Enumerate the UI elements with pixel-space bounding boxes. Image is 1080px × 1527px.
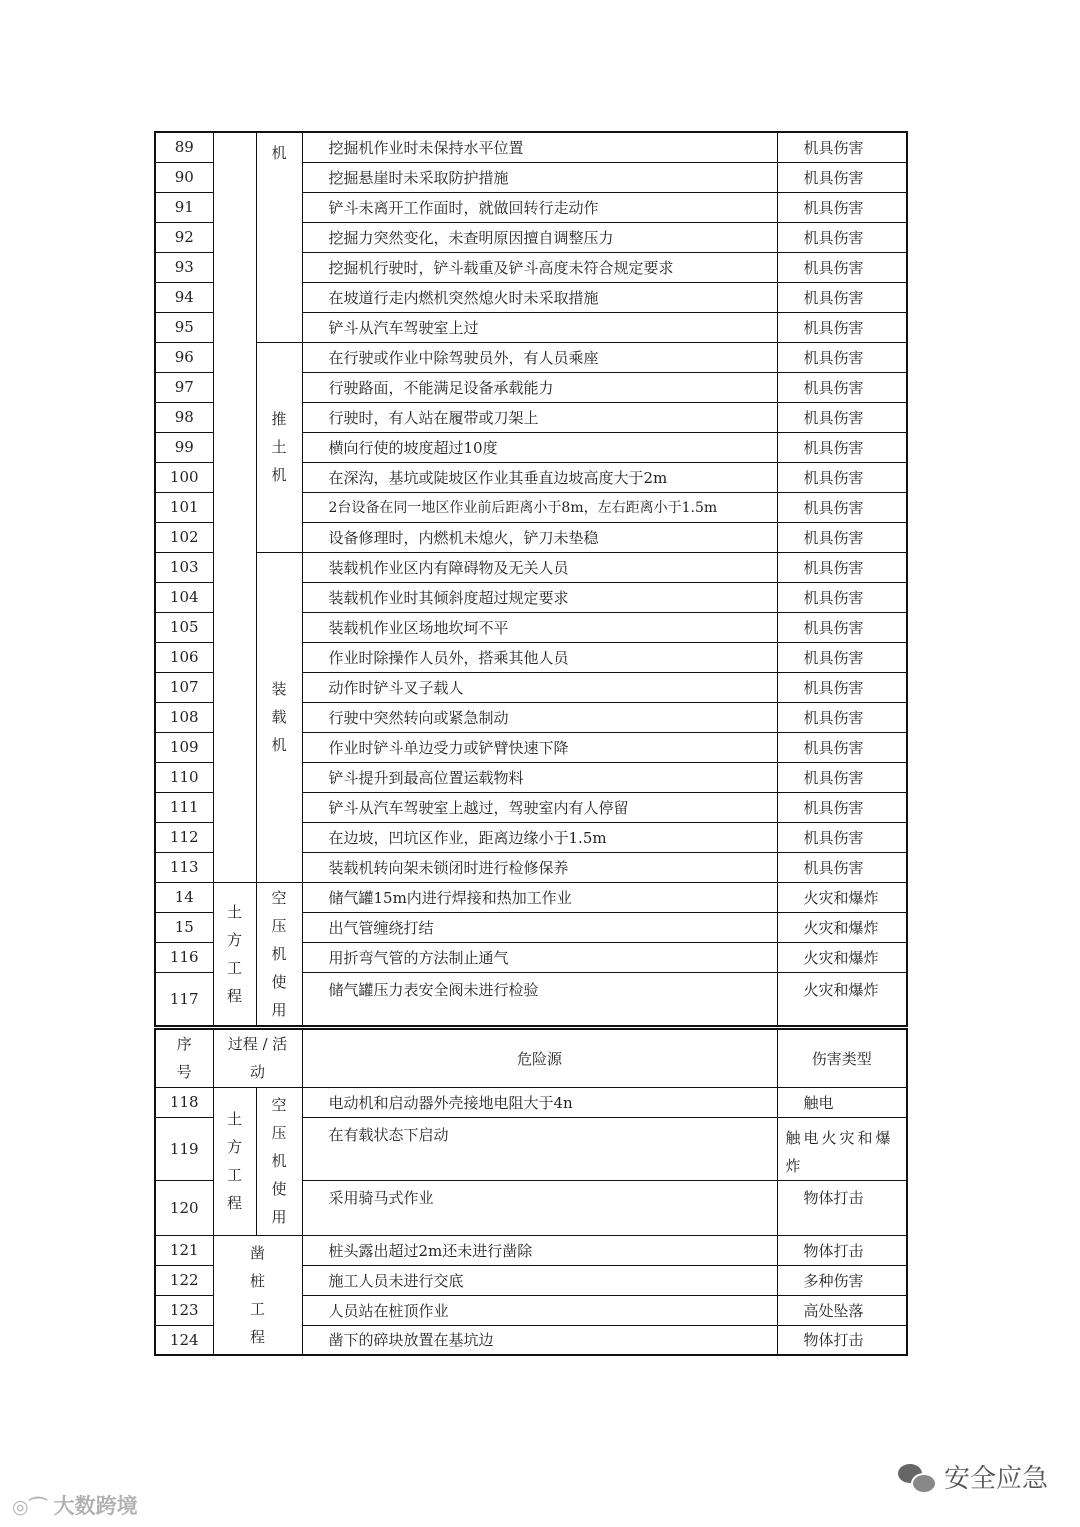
subgroup-char: 土 xyxy=(271,438,287,456)
hazard-cell: 动作时铲斗叉子载人 xyxy=(302,672,777,702)
hazard-cell: 在深沟，基坑或陡坡区作业其垂直边坡高度大于2m xyxy=(302,462,777,492)
injury-type-cell: 机具伤害 xyxy=(777,222,907,252)
row-number: 118 xyxy=(155,1087,213,1117)
injury-type-cell: 机具伤害 xyxy=(777,132,907,162)
row-number: 98 xyxy=(155,402,213,432)
injury-type-cell: 机具伤害 xyxy=(777,732,907,762)
injury-type-cell: 机具伤害 xyxy=(777,372,907,402)
hazard-cell: 行驶中突然转向或紧急制动 xyxy=(302,702,777,732)
watermark-right-text: 安全应急 xyxy=(944,1464,1049,1494)
group-char: 土 xyxy=(226,902,242,921)
row-number: 107 xyxy=(155,672,213,702)
row-number: 14 xyxy=(155,882,213,912)
hazard-cell: 装载机转向架未锁闭时进行检修保养 xyxy=(302,852,777,882)
row-number: 113 xyxy=(155,852,213,882)
injury-type-cell: 物体打击 xyxy=(777,1180,907,1235)
table-row xyxy=(155,1235,907,1265)
injury-type-cell: 机具伤害 xyxy=(777,522,907,552)
row-number: 92 xyxy=(155,222,213,252)
subgroup-char: 使 xyxy=(271,972,287,991)
row-number: 91 xyxy=(155,192,213,222)
hazard-cell: 采用骑马式作业 xyxy=(302,1180,777,1235)
injury-type-cell: 机具伤害 xyxy=(777,252,907,282)
injury-type-cell: 机具伤害 xyxy=(777,432,907,462)
header-process: 过程 / 活 动 xyxy=(213,1029,302,1087)
hazard-table-lower xyxy=(154,1028,908,1356)
hazard-cell: 装载机作业区内有障碍物及无关人员 xyxy=(302,552,777,582)
hazard-cell: 在坡道行走内燃机突然熄火时未采取措施 xyxy=(302,282,777,312)
hazard-cell: 铲斗未离开工作面时，就做回转行走动作 xyxy=(302,192,777,222)
row-number: 106 xyxy=(155,642,213,672)
injury-type-cell: 机具伤害 xyxy=(777,162,907,192)
wechat-icon xyxy=(898,1462,936,1492)
row-number: 102 xyxy=(155,522,213,552)
injury-type-cell: 机具伤害 xyxy=(777,702,907,732)
group-pile-chiseling xyxy=(213,1235,302,1355)
row-number: 112 xyxy=(155,822,213,852)
row-number: 123 xyxy=(155,1295,213,1325)
subgroup-char: 用 xyxy=(271,1000,287,1019)
subgroup-char: 机 xyxy=(271,466,287,484)
hazard-cell: 装载机作业时其倾斜度超过规定要求 xyxy=(302,582,777,612)
hazard-cell: 出气管缠绕打结 xyxy=(302,912,777,942)
subgroup-char: 机 xyxy=(271,144,287,162)
hazard-cell: 在行驶或作业中除驾驶员外，有人员乘座 xyxy=(302,342,777,372)
hazard-cell: 铲斗从汽车驾驶室上越过，驾驶室内有人停留 xyxy=(302,792,777,822)
row-number: 89 xyxy=(155,132,213,162)
subgroup-excavator xyxy=(256,132,302,342)
injury-type-cell: 物体打击 xyxy=(777,1325,907,1355)
group-char: 方 xyxy=(226,1138,242,1156)
subgroup-char: 压 xyxy=(271,1124,287,1142)
hazard-cell: 储气罐15m内进行焊接和热加工作业 xyxy=(302,882,777,912)
row-number: 116 xyxy=(155,942,213,972)
hazard-cell: 挖掘悬崖时未采取防护措施 xyxy=(302,162,777,192)
row-number: 110 xyxy=(155,762,213,792)
hazard-cell: 铲斗提升到最高位置运载物料 xyxy=(302,762,777,792)
subgroup-char: 机 xyxy=(271,944,287,963)
table-row xyxy=(155,882,907,912)
row-number: 108 xyxy=(155,702,213,732)
subgroup-char: 机 xyxy=(271,1152,287,1170)
hazard-cell: 凿下的碎块放置在基坑边 xyxy=(302,1325,777,1355)
row-number: 100 xyxy=(155,462,213,492)
injury-type-cell: 机具伤害 xyxy=(777,552,907,582)
row-number: 121 xyxy=(155,1235,213,1265)
watermark-left-text: 大数跨境 xyxy=(53,1494,138,1518)
table-row xyxy=(155,552,907,582)
row-number: 104 xyxy=(155,582,213,612)
subgroup-bulldozer xyxy=(256,342,302,552)
subgroup-char: 机 xyxy=(271,736,287,754)
group-earthwork xyxy=(213,1087,256,1235)
injury-type-cell: 触电火灾和爆炸 xyxy=(777,1117,907,1180)
hazard-cell: 行驶时，有人站在履带或刀架上 xyxy=(302,402,777,432)
injury-type-cell: 机具伤害 xyxy=(777,282,907,312)
subgroup-char: 推 xyxy=(271,410,287,428)
subgroup-char: 空 xyxy=(271,1096,287,1114)
injury-type-cell: 多种伤害 xyxy=(777,1265,907,1295)
hazard-cell: 在有载状态下启动 xyxy=(302,1117,777,1180)
hazard-cell: 挖掘机行驶时，铲斗载重及铲斗高度未符合规定要求 xyxy=(302,252,777,282)
header-hazard: 危险源 xyxy=(302,1029,777,1087)
brand-logo-icon: ◎⌒ xyxy=(12,1495,48,1518)
row-number: 122 xyxy=(155,1265,213,1295)
group-char: 凿 xyxy=(249,1243,265,1262)
hazard-cell: 在边坡，凹坑区作业，距离边缘小于1.5m xyxy=(302,822,777,852)
row-number: 99 xyxy=(155,432,213,462)
table-row xyxy=(155,132,907,162)
injury-type-cell: 机具伤害 xyxy=(777,672,907,702)
hazard-cell: 挖掘机作业时未保持水平位置 xyxy=(302,132,777,162)
hazard-cell: 横向行使的坡度超过10度 xyxy=(302,432,777,462)
hazard-cell: 用折弯气管的方法制止通气 xyxy=(302,942,777,972)
row-number: 94 xyxy=(155,282,213,312)
hazard-cell: 挖掘力突然变化，未查明原因擅自调整压力 xyxy=(302,222,777,252)
injury-type-cell: 机具伤害 xyxy=(777,822,907,852)
group-earthwork xyxy=(213,882,256,1026)
row-number: 97 xyxy=(155,372,213,402)
injury-type-cell: 机具伤害 xyxy=(777,192,907,222)
group-char: 方 xyxy=(226,930,242,949)
hazard-table-upper xyxy=(154,131,908,1027)
injury-type-cell: 机具伤害 xyxy=(777,792,907,822)
injury-type-cell: 机具伤害 xyxy=(777,612,907,642)
group-char: 工 xyxy=(249,1299,265,1318)
group-char: 土 xyxy=(226,1110,242,1128)
injury-type-cell: 高处坠落 xyxy=(777,1295,907,1325)
hazard-cell: 设备修理时，内燃机未熄火，铲刀未垫稳 xyxy=(302,522,777,552)
hazard-cell: 施工人员未进行交底 xyxy=(302,1265,777,1295)
watermark-right xyxy=(898,1458,1048,1495)
hazard-cell: 行驶路面，不能满足设备承载能力 xyxy=(302,372,777,402)
header-injury-type: 伤害类型 xyxy=(777,1029,907,1087)
subgroup-char: 载 xyxy=(271,708,287,726)
injury-type-cell: 机具伤害 xyxy=(777,402,907,432)
group-char: 桩 xyxy=(249,1271,265,1290)
hazard-cell: 作业时除操作人员外，搭乘其他人员 xyxy=(302,642,777,672)
injury-type-cell: 机具伤害 xyxy=(777,642,907,672)
injury-type-cell: 机具伤害 xyxy=(777,582,907,612)
injury-type-cell: 机具伤害 xyxy=(777,462,907,492)
hazard-cell: 储气罐压力表安全阀未进行检验 xyxy=(302,972,777,1026)
hazard-cell: 铲斗从汽车驾驶室上过 xyxy=(302,312,777,342)
injury-type-cell: 机具伤害 xyxy=(777,312,907,342)
subgroup-compressor xyxy=(256,882,302,1026)
group-char: 程 xyxy=(249,1327,265,1346)
hazard-cell: 装载机作业区场地坎坷不平 xyxy=(302,612,777,642)
injury-type-cell: 机具伤害 xyxy=(777,852,907,882)
group-char: 工 xyxy=(226,958,242,977)
injury-type-cell: 火灾和爆炸 xyxy=(777,882,907,912)
row-number: 103 xyxy=(155,552,213,582)
row-number: 15 xyxy=(155,912,213,942)
injury-type-cell: 火灾和爆炸 xyxy=(777,942,907,972)
subgroup-compressor xyxy=(256,1087,302,1235)
row-number: 120 xyxy=(155,1180,213,1235)
injury-type-cell: 机具伤害 xyxy=(777,342,907,372)
row-number: 95 xyxy=(155,312,213,342)
row-number: 90 xyxy=(155,162,213,192)
subgroup-char: 装 xyxy=(271,680,287,698)
subgroup-loader xyxy=(256,552,302,882)
row-number: 124 xyxy=(155,1325,213,1355)
table-row xyxy=(155,1087,907,1117)
group-char: 程 xyxy=(226,986,242,1005)
table-row xyxy=(155,342,907,372)
process-cell-empty xyxy=(213,132,256,882)
hazard-cell: 桩头露出超过2m还未进行凿除 xyxy=(302,1235,777,1265)
hazard-cell: 2台设备在同一地区作业前后距离小于8m，左右距离小于1.5m xyxy=(302,492,777,522)
hazard-cell: 人员站在桩顶作业 xyxy=(302,1295,777,1325)
subgroup-char: 空 xyxy=(271,888,287,907)
row-number: 119 xyxy=(155,1117,213,1180)
injury-type-cell: 物体打击 xyxy=(777,1235,907,1265)
hazard-cell: 作业时铲斗单边受力或铲臂快速下降 xyxy=(302,732,777,762)
injury-type-cell: 火灾和爆炸 xyxy=(777,912,907,942)
row-number: 96 xyxy=(155,342,213,372)
subgroup-char: 使 xyxy=(271,1180,287,1198)
table-header-row xyxy=(155,1029,907,1087)
watermark-left xyxy=(12,1490,138,1520)
injury-type-cell: 机具伤害 xyxy=(777,762,907,792)
subgroup-char: 用 xyxy=(271,1208,287,1226)
group-char: 程 xyxy=(226,1194,242,1212)
injury-type-cell: 机具伤害 xyxy=(777,492,907,522)
injury-type-cell: 触电 xyxy=(777,1087,907,1117)
row-number: 101 xyxy=(155,492,213,522)
row-number: 93 xyxy=(155,252,213,282)
row-number: 111 xyxy=(155,792,213,822)
row-number: 117 xyxy=(155,972,213,1026)
header-seq: 序 号 xyxy=(155,1029,213,1087)
hazard-cell: 电动机和启动器外壳接地电阻大于4n xyxy=(302,1087,777,1117)
row-number: 109 xyxy=(155,732,213,762)
subgroup-char: 压 xyxy=(271,916,287,935)
row-number: 105 xyxy=(155,612,213,642)
injury-type-cell: 火灾和爆炸 xyxy=(777,972,907,1026)
group-char: 工 xyxy=(226,1166,242,1184)
